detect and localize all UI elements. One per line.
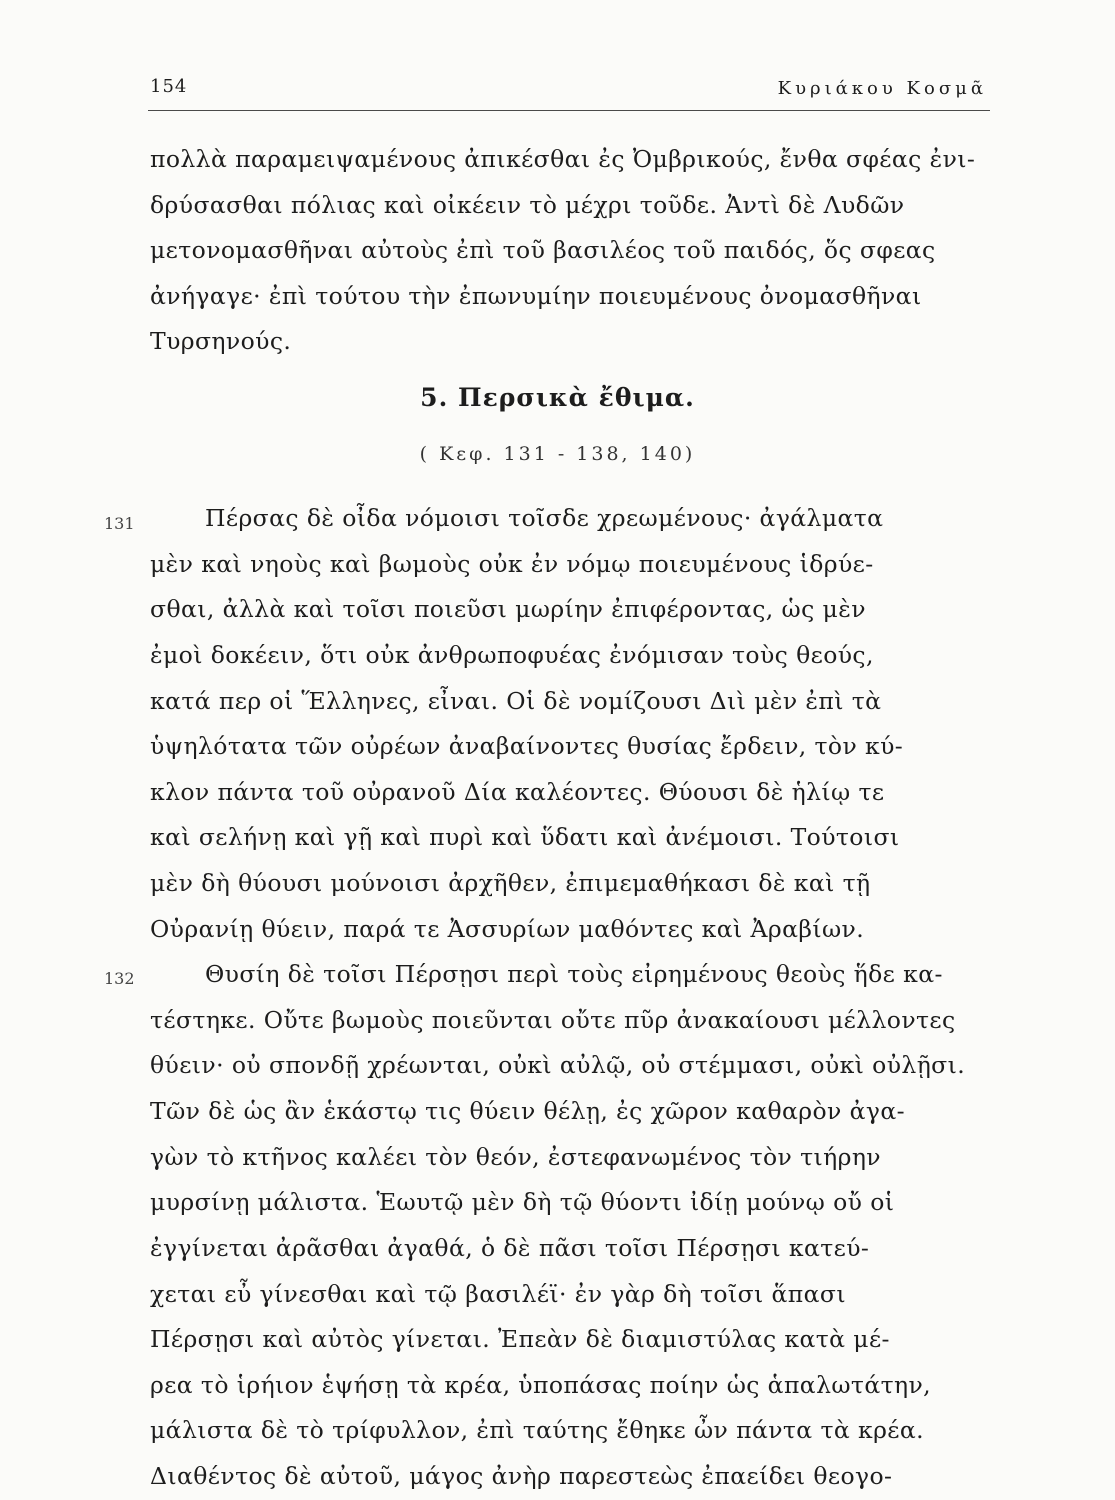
text-line: ἀνήγαγε· ἐπὶ τούτου τὴν ἐπωνυμίην ποιευμένους ὀνομασθῆναι [150,281,922,310]
text-line: δρύσασθαι πόλιας καὶ οἰκέειν τὸ μέχρι τοῦδε. Ἀντὶ δὲ Λυδῶν [150,190,905,219]
text-line: μυρσίνῃ μάλιστα. Ἑωυτῷ μὲν δὴ τῷ θύοντι ἰδίῃ μούνῳ οὔ οἱ [150,1188,895,1217]
text-line: Τυρσηνούς. [150,327,292,356]
text-line: κλον πάντα τοῦ οὐρανοῦ Δία καλέοντες. Θύουσι δὲ ἡλίῳ τε [150,777,885,806]
text-line: Διαθέντος δὲ αὐτοῦ, μάγος ἀνὴρ παρεστεὼς ἐπαείδει θεογο- [150,1462,893,1490]
running-head: Κυριάκου Κοσμᾶ [777,78,987,99]
text-line: κατά περ οἱ Ἕλληνες, εἶναι. Οἱ δὲ νομίζουσι Διὶ μὲν ἐπὶ τὰ [150,686,882,715]
text-line: χεται εὖ γίνεσθαι καὶ τῷ βασιλέϊ· ἐν γὰρ δὴ τοῖσι ἅπασι [150,1279,846,1308]
text-line: μάλιστα δὲ τὸ τρίφυλλον, ἐπὶ ταύτης ἔθηκε ὦν πάντα τὰ κρέα. [150,1416,925,1445]
text-line: Πέρσῃσι καὶ αὐτὸς γίνεται. Ἐπεὰν δὲ διαμιστύλας κατὰ μέ- [150,1325,890,1354]
text-line: ὑψηλότατα τῶν οὐρέων ἀναβαίνοντες θυσίας ἔρδειν, τὸν κύ- [150,732,904,761]
header-rule [148,110,990,111]
text-line: ἐμοὶ δοκέειν, ὅτι οὐκ ἀνθρωποφυέας ἐνόμισαν τοὺς θεούς, [150,640,874,669]
text-line: Πέρσας δὲ οἶδα νόμοισι τοῖσδε χρεωμένους· ἀγάλματα [205,504,884,533]
text-line: τέστηκε. Οὔτε βωμοὺς ποιεῦνται οὔτε πῦρ ἀνακαίουσι μέλλοντες [150,1005,956,1034]
text-line: ρεα τὸ ἱρήιον ἑψήσῃ τὰ κρέα, ὑποπάσας ποίην ὡς ἁπαλωτάτην, [150,1370,932,1399]
section-reference: ( Κεφ. 131 - 138, 140) [419,442,696,465]
margin-number: 132 [104,968,135,988]
text-line: γὼν τὸ κτῆνος καλέει τὸν θεόν, ἐστεφανωμένος τὸν τιήρην [150,1142,881,1171]
text-line: πολλὰ παραμειψαμένους ἀπικέσθαι ἐς Ὀμβρικούς, ἔνθα σφέας ἐνι- [150,145,976,173]
section-title: 5. Περσικὰ ἔθιμα. [420,382,695,412]
text-line: θύειν· οὐ σπονδῇ χρέωνται, οὐκὶ αὐλῷ, οὐ στέμμασι, οὐκὶ οὐλῇσι. [150,1051,966,1080]
text-line: Θυσίη δὲ τοῖσι Πέρσῃσι περὶ τοὺς εἰρημένους θεοὺς ἥδε κα- [205,960,943,989]
text-line: σθαι, ἀλλὰ καὶ τοῖσι ποιεῦσι μωρίην ἐπιφέροντας, ὡς μὲν [150,595,866,624]
page-number: 154 [150,76,188,97]
text-line: ἐγγίνεται ἀρᾶσθαι ἀγαθά, ὁ δὲ πᾶσι τοῖσι Πέρσῃσι κατεύ- [150,1233,870,1262]
text-line: καὶ σελήνῃ καὶ γῇ καὶ πυρὶ καὶ ὕδατι καὶ ἀνέμοισι. Τούτοισι [150,823,900,852]
text-line: Οὐρανίῃ θύειν, παρά τε Ἀσσυρίων μαθόντες καὶ Ἀραβίων. [150,914,865,943]
text-line: μὲν καὶ νηοὺς καὶ βωμοὺς οὐκ ἐν νόμῳ ποιευμένους ἱδρύε- [150,549,874,578]
margin-number: 131 [104,513,135,533]
text-line: Τῶν δὲ ὡς ἂν ἑκάστῳ τις θύειν θέλῃ, ἐς χῶρον καθαρὸν ἀγα- [150,1097,905,1126]
text-line: μετονομασθῆναι αὐτοὺς ἐπὶ τοῦ βασιλέος τοῦ παιδός, ὅς σφεας [150,236,936,265]
text-line: μὲν δὴ θύουσι μούνοισι ἀρχῆθεν, ἐπιμεμαθήκασι δὲ καὶ τῇ [150,869,871,897]
